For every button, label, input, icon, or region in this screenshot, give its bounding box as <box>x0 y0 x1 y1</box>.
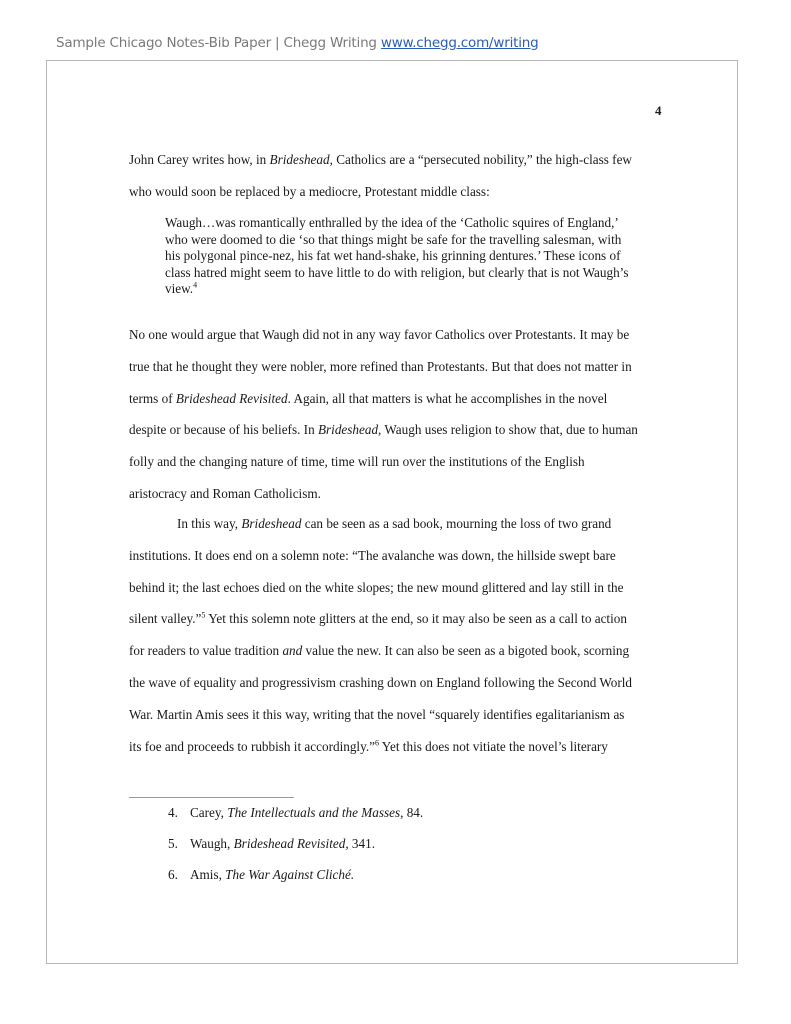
quote-line: Waugh…was romantically enthralled by the idea of the ‘Catholic squires of England,’ <box>165 215 619 230</box>
text-line: In this way, Brideshead can be seen as a sad book, mourning the loss of two grand <box>177 516 612 531</box>
quote-line: view.$^4$ <box>165 280 198 296</box>
text-line: folly and the changing nature of time, time will run over the institutions of the English <box>129 454 585 470</box>
footnote: 4. Carey, The Intellectuals and the Masses, 84. <box>168 805 424 820</box>
text-line: the wave of equality and progressivism crashing down on England following the Second World <box>129 675 633 690</box>
footnote-number: 4. <box>168 805 178 820</box>
quote-line: who were doomed to die ‘so that things might be safe for the travelling salesman, with <box>165 231 622 247</box>
chegg-writing-link[interactable]: www.chegg.com/writing <box>380 35 539 51</box>
text-line <box>129 152 632 168</box>
text-line: aristocracy and Roman Catholicism. <box>129 486 321 501</box>
text-line: terms of Brideshead Revisited. Again, all that matters is what he accomplishes in the novel <box>129 390 608 406</box>
text-run: , Catholics are a “persecuted nobility,” the high-class few <box>329 152 632 167</box>
text-line: silent valley.”$^5$ Yet this solemn note glitters at the end, so it may also be seen as a call to action <box>129 611 627 627</box>
footnote-ref: 6 <box>374 738 379 748</box>
text-line: for readers to value tradition and value the new. It can also be seen as a bigoted book, scorning <box>129 643 630 659</box>
document-header <box>56 35 539 51</box>
italic-title: and <box>282 643 303 659</box>
italic-title: The War Against Cliché. <box>225 867 355 882</box>
footnote-separator <box>129 797 294 798</box>
italic-title: Brideshead Revisited <box>175 390 288 406</box>
text-line: true that he thought they were nobler, more refined than Protestants. But that does not matter in <box>129 358 632 374</box>
text-line: War. Martin Amis sees it this way, writing that the novel “squarely identifies egalitarianism as <box>129 706 625 722</box>
quote-line: class hatred might seem to have little to do with religion, but clearly that is not Waugh’s <box>165 264 629 280</box>
italic-title: Brideshead <box>241 516 302 531</box>
text-line: institutions. It does end on a solemn note: “The avalanche was down, the hillside swept bare <box>129 547 616 563</box>
text-line: No one would argue that Waugh did not in any way favor Catholics over Protestants. It may be <box>129 327 630 342</box>
footnote-number: 6. <box>168 867 178 882</box>
footnote: 6. Amis, The War Against Cliché. <box>168 867 355 882</box>
footnote: 5. Waugh, Brideshead Revisited, 341. <box>168 836 375 851</box>
italic-title: Brideshead Revisited, <box>233 836 349 851</box>
italic-title: The Intellectuals and the Masses <box>227 805 401 820</box>
text-line: despite or because of his beliefs. In Brideshead, Waugh uses religion to show that, due to human <box>129 422 638 438</box>
footnote-ref: 5 <box>201 611 206 620</box>
footnote-ref: 4 <box>193 280 198 290</box>
header-title: Sample Chicago Notes-Bib Paper | Chegg Writing <box>56 35 381 51</box>
text-line: its foe and proceeds to rubbish it accordingly.”$^6$ Yet this does not vitiate the novel’s literary <box>129 738 608 754</box>
text-line <box>129 184 490 200</box>
italic-title: Brideshead <box>269 152 330 167</box>
text-run: John Carey writes how, in <box>129 152 270 167</box>
text-run: who would soon be replaced by a mediocre, Protestant middle class: <box>129 184 490 199</box>
footnote-number: 5. <box>168 836 178 851</box>
text-line: behind it; the last echoes died on the white slopes; the new mound glittered and lay still in the <box>129 579 624 595</box>
italic-title: Brideshead <box>317 422 379 438</box>
page-number: 4 <box>655 103 662 118</box>
quote-line: his polygonal pince-nez, his fat wet hand-shake, his grinning dentures.’ These icons of <box>165 248 621 263</box>
